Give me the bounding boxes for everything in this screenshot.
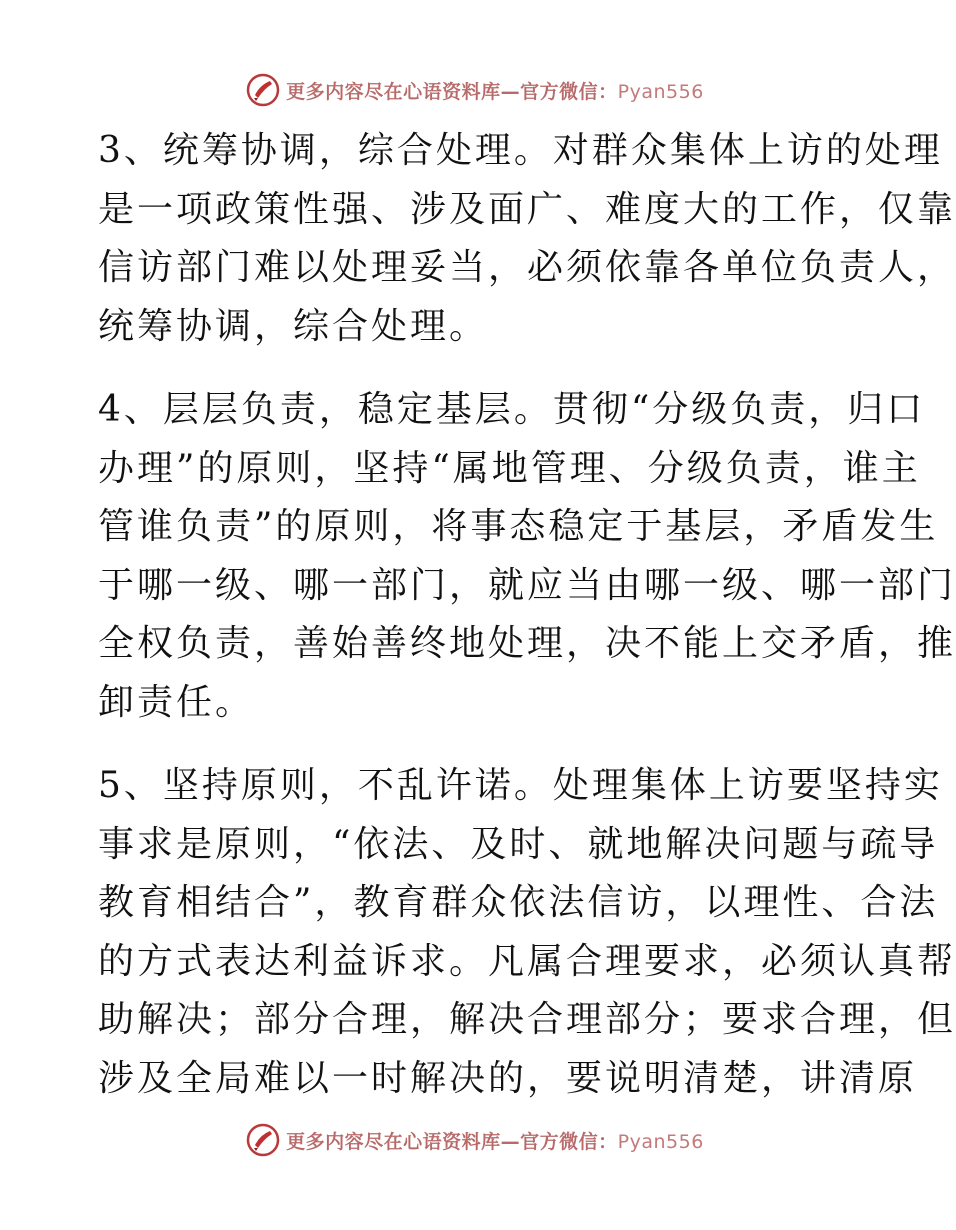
watermark-text: 更多内容尽在心语资料库—官方微信：Pyan556 [286, 80, 704, 103]
wechat-id: Pyan556 [617, 80, 704, 103]
paragraph [98, 381, 956, 732]
pen-hand-logo-icon [246, 73, 280, 107]
text-line: 事求是原则，“依法、及时、就地解决问题与疏导 [98, 823, 939, 865]
text-line: 信访部门难以处理妥当，必须依靠各单位负责人， [98, 247, 956, 288]
text-line: 5、坚持原则，不乱许诺。处理集体上访要坚持实 [98, 765, 943, 806]
paragraph [98, 122, 956, 356]
text-line: 办理”的原则，坚持“属地管理、分级负责，谁主 [98, 447, 921, 489]
pen-hand-logo-icon [246, 1123, 280, 1157]
text-line: 教育相结合”，教育群众依法信访，以理性、合法 [98, 882, 939, 923]
text-line: 是一项政策性强、涉及面广、难度大的工作，仅靠 [98, 188, 956, 230]
text-line: 全权负责，善始善终地处理，决不能上交矛盾，推 [98, 623, 956, 664]
text-line: 助解决；部分合理，解决合理部分；要求合理，但 [98, 999, 956, 1040]
text-line: 管谁负责”的原则，将事态稳定于基层，矛盾发生 [98, 506, 939, 547]
wechat-id: Pyan556 [617, 1130, 704, 1153]
document-body [98, 122, 956, 1108]
text-line: 的方式表达利益诉求。凡属合理要求，必须认真帮 [98, 940, 956, 982]
footer-watermark [0, 1120, 950, 1160]
header-watermark [0, 70, 950, 110]
paragraph [98, 757, 956, 1108]
text-line: 涉及全局难以一时解决的，要说明清楚，讲清原 [98, 1057, 918, 1099]
text-line: 3、统筹协调，综合处理。对群众集体上访的处理 [98, 130, 943, 171]
text-line: 统筹协调，综合处理。 [98, 305, 489, 347]
text-line: 于哪一级、哪一部门，就应当由哪一级、哪一部门 [98, 564, 956, 606]
text-line: 4、层层负责，稳定基层。贯彻“分级负责，归口 [98, 389, 926, 430]
watermark-text: 更多内容尽在心语资料库—官方微信：Pyan556 [286, 1130, 704, 1153]
text-line: 卸责任。 [98, 681, 255, 723]
